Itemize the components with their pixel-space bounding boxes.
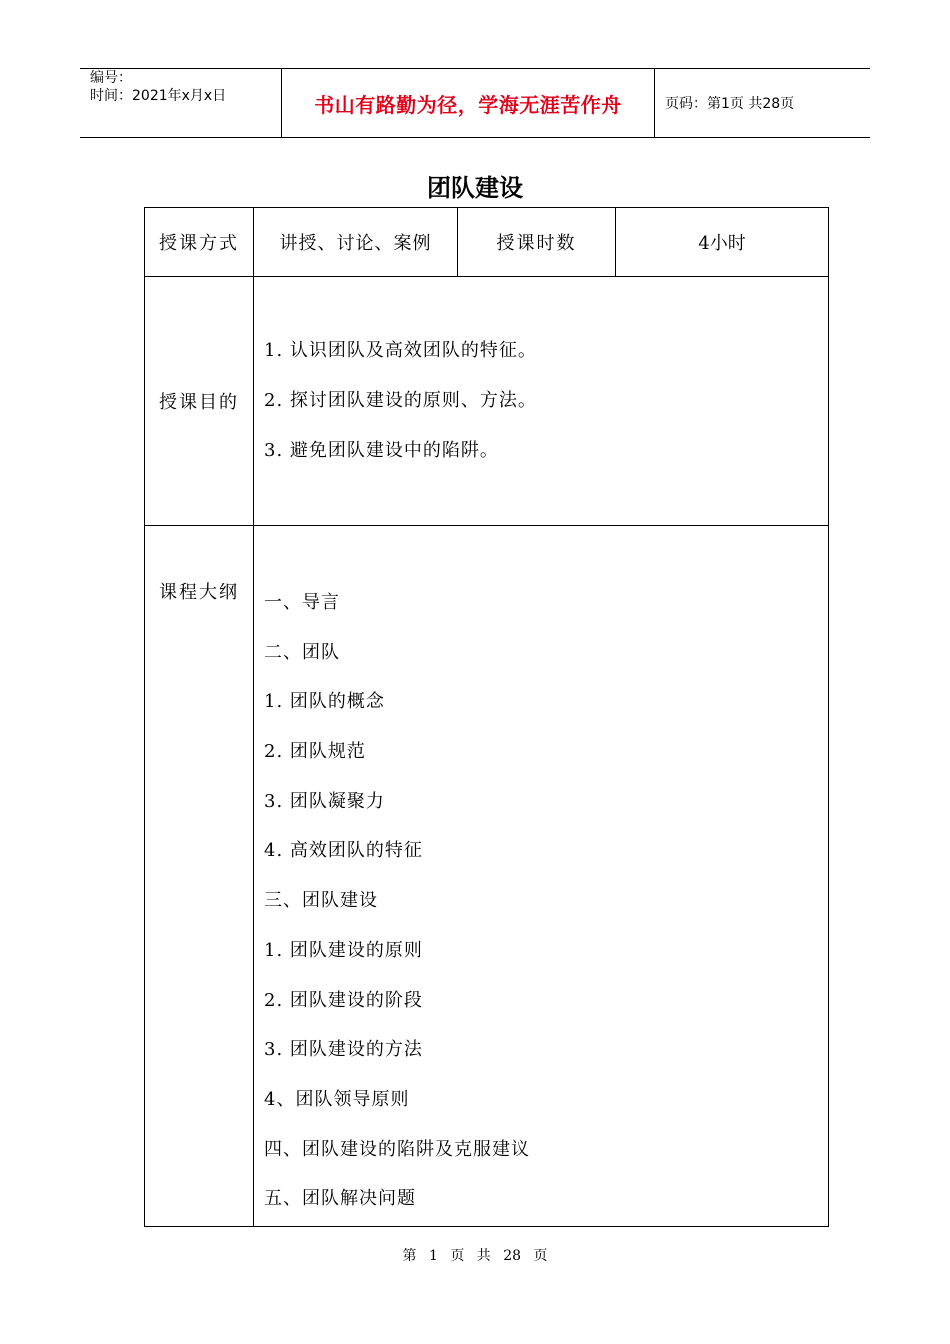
page-header xyxy=(80,68,870,138)
method-value: 讲授、讨论、案例 xyxy=(254,208,458,277)
outline-item: 四、团队建设的陷阱及克服建议 xyxy=(264,1138,530,1160)
motto-text: 书山有路勤为径，学海无涯苦作舟 xyxy=(314,92,622,117)
footer-page-number: 1 xyxy=(428,1248,438,1264)
outline-item: 1. 团队的概念 xyxy=(264,691,385,713)
outline-item: 五、团队解决问题 xyxy=(264,1188,416,1210)
outline-list xyxy=(254,526,828,1226)
goal-label: 授课目的 xyxy=(145,277,254,526)
header-meta xyxy=(80,69,282,137)
outline-label: 课程大纲 xyxy=(145,526,254,1227)
outline-item: 一、导言 xyxy=(264,592,340,613)
goal-item: 2. 探讨团队建设的原则、方法。 xyxy=(264,390,537,411)
outline-content xyxy=(254,526,829,1227)
outline-item: 4、团队领导原则 xyxy=(264,1088,410,1110)
method-row xyxy=(145,208,829,277)
outline-item: 1. 团队建设的原则 xyxy=(264,939,423,961)
header-page-info-cell xyxy=(655,69,870,137)
header-motto-cell xyxy=(282,69,655,137)
outline-item: 4. 高效团队的特征 xyxy=(264,840,423,862)
outline-item: 3. 团队建设的方法 xyxy=(264,1039,423,1061)
goal-list xyxy=(254,326,828,476)
footer-total-pages: 28 xyxy=(503,1248,522,1264)
outline-item: 二、团队 xyxy=(264,641,340,663)
goal-content xyxy=(254,277,829,526)
goal-row xyxy=(145,277,829,526)
goal-item: 3. 避免团队建设中的陷阱。 xyxy=(264,440,499,461)
number-label: 编号： xyxy=(90,70,132,86)
hours-value: 4小时 xyxy=(616,208,829,277)
hours-label: 授课时数 xyxy=(458,208,616,277)
footer-ye: 页 xyxy=(533,1248,548,1264)
footer-ye: 页 xyxy=(450,1248,465,1264)
footer-gong: 共 xyxy=(476,1248,491,1264)
outline-item: 三、团队建设 xyxy=(264,890,378,912)
page-info: 页码：第1页 共28页 xyxy=(665,96,795,112)
outline-row xyxy=(145,526,829,1227)
outline-item: 3. 团队凝聚力 xyxy=(264,790,385,812)
document-title: 团队建设 xyxy=(427,174,523,202)
outline-item: 2. 团队规范 xyxy=(264,741,366,763)
method-label: 授课方式 xyxy=(145,208,254,277)
goal-item: 1. 认识团队及高效团队的特征。 xyxy=(264,340,537,361)
outline-item: 2. 团队建设的阶段 xyxy=(264,989,423,1011)
course-table xyxy=(144,207,829,1227)
date-line: 时间：2021年x月x日 xyxy=(90,88,227,104)
footer-di: 第 xyxy=(402,1248,417,1264)
page-footer xyxy=(0,1245,950,1265)
